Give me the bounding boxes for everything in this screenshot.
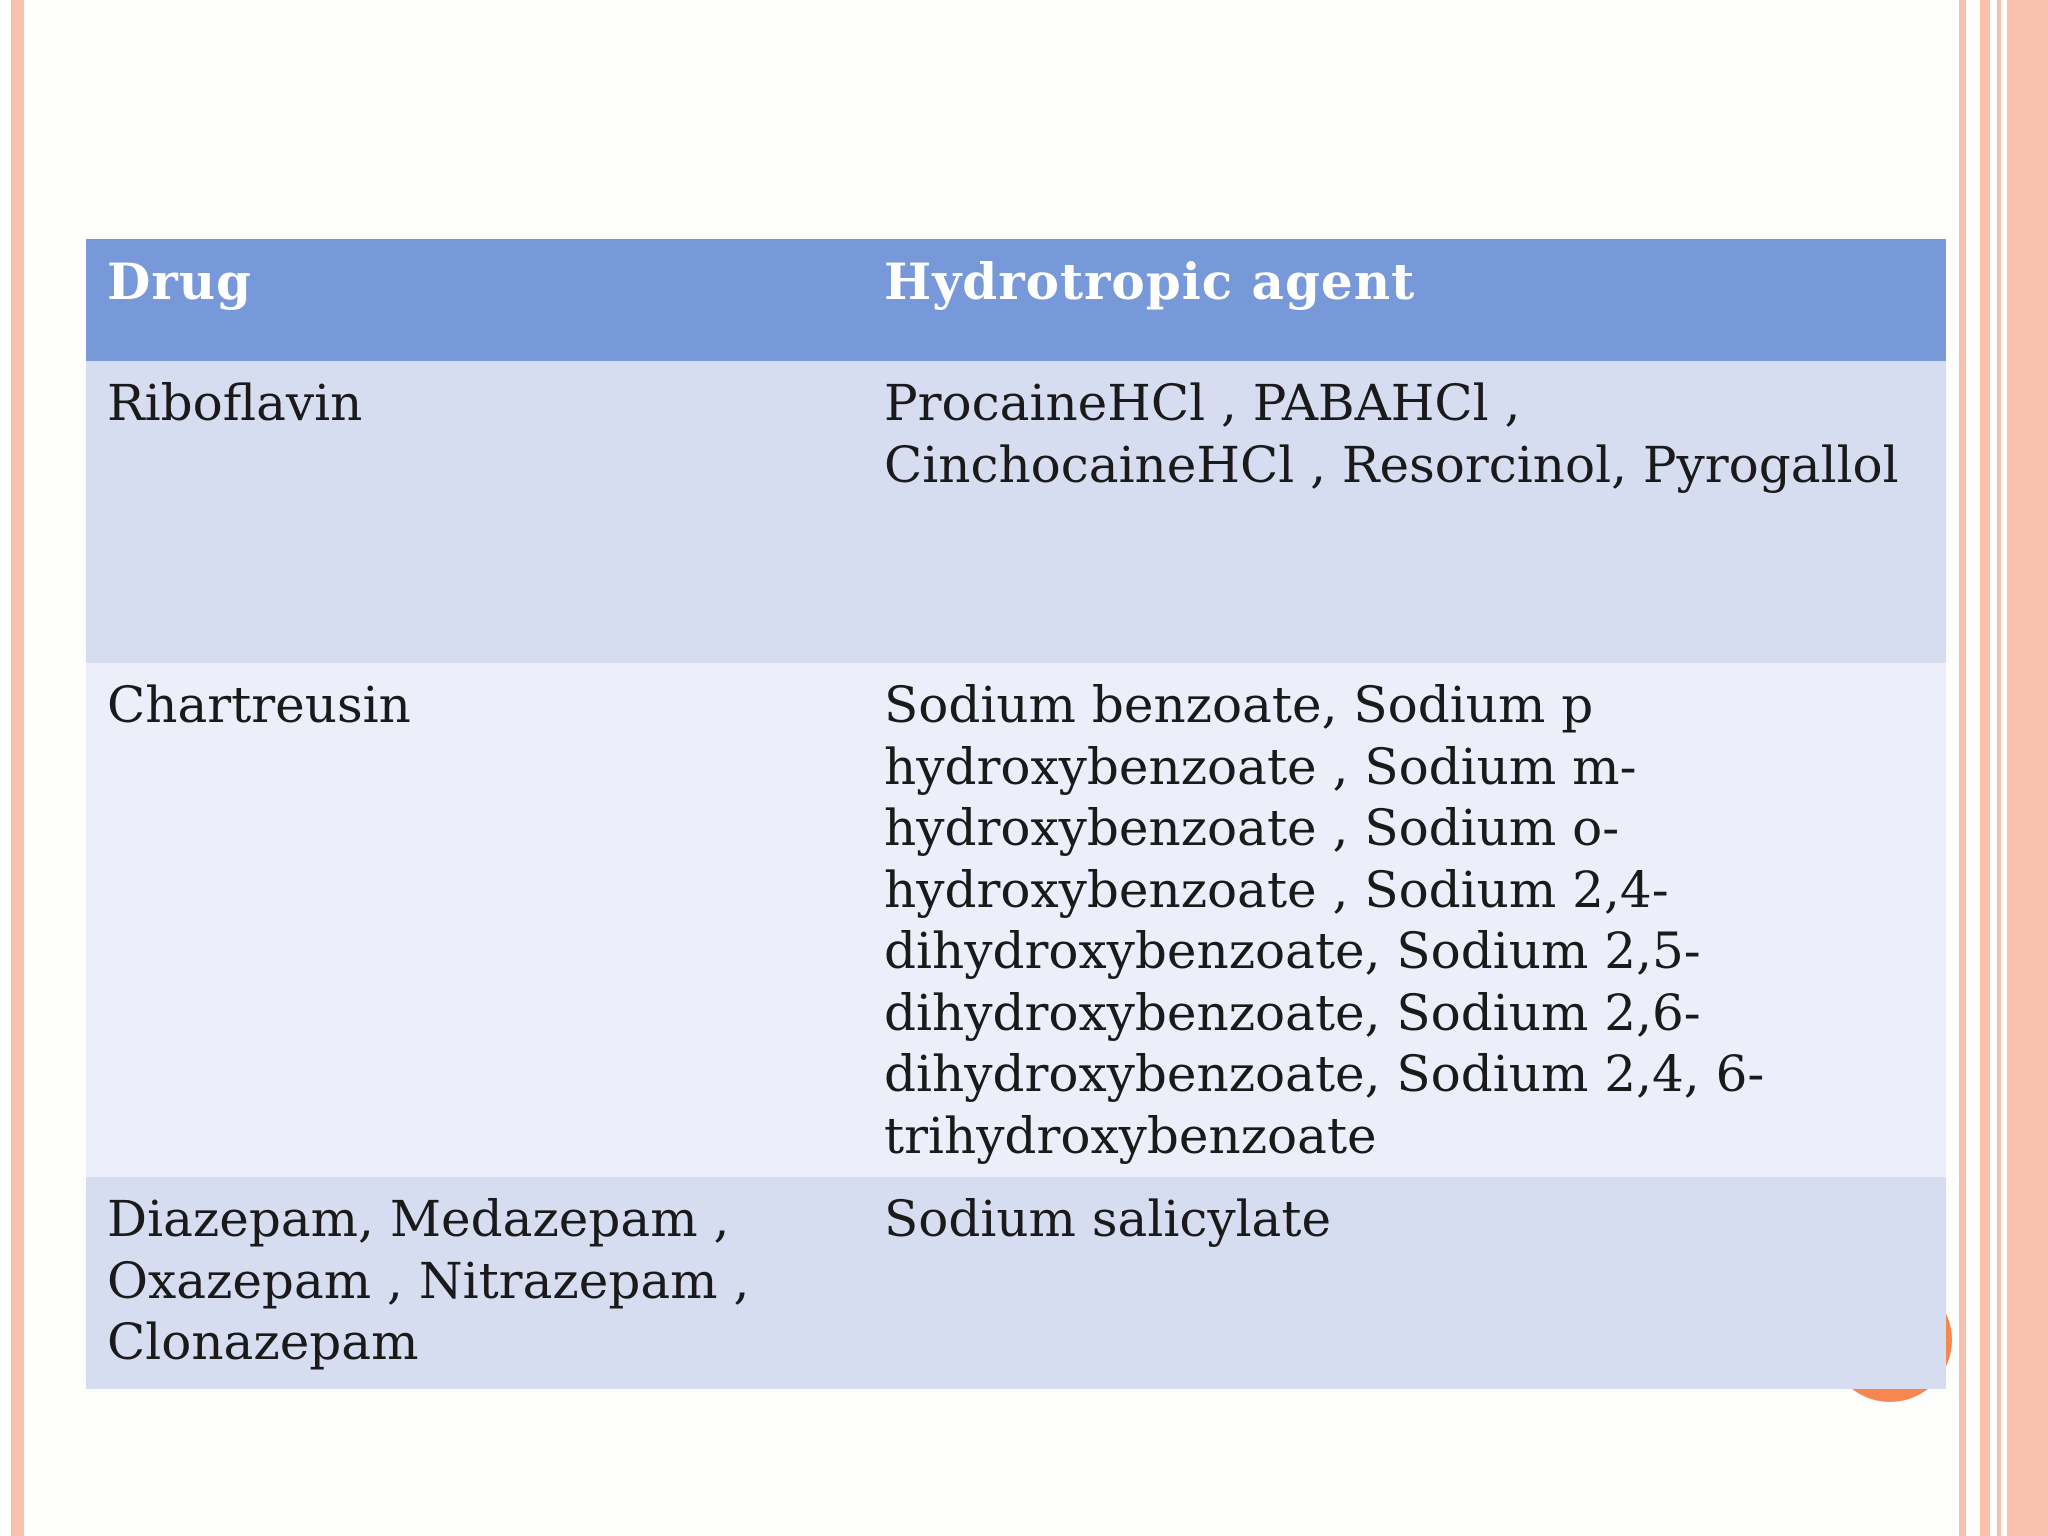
- left-border-stripe: [11, 0, 24, 1536]
- drug-hydrotropic-table: [86, 239, 1946, 1389]
- drug-cell: Diazepam, Medazepam , Oxazepam , Nitrazepam , Clonazepam: [86, 1177, 863, 1389]
- header-drug: Drug: [86, 239, 863, 361]
- right-border-stripe-2: [1980, 0, 1990, 1536]
- drug-cell: Riboflavin: [86, 361, 863, 663]
- right-border-stripe-4: [2007, 0, 2048, 1536]
- agent-cell: Sodium benzoate, Sodium p hydroxybenzoate , Sodium m-hydroxybenzoate , Sodium o-hydroxybenzoate , Sodium 2,4-dihydroxybenzoate, Sodium 2,5-dihydroxybenzoate, Sodium 2,6-dihydroxybenzoate, Sodium 2,4, 6-trihydroxybenzoate: [863, 663, 1946, 1177]
- table-row: [86, 1177, 1946, 1389]
- header-hydrotropic-agent: Hydrotropic agent: [863, 239, 1946, 361]
- drug-cell: Chartreusin: [86, 663, 863, 1177]
- agent-cell: Sodium salicylate: [863, 1177, 1946, 1389]
- table-header-row: [86, 239, 1946, 361]
- right-border-stripe-1: [1959, 0, 1966, 1536]
- agent-cell: ProcaineHCl , PABAHCl , CinchocaineHCl , Resorcinol, Pyrogallol: [863, 361, 1946, 663]
- table-row: [86, 361, 1946, 663]
- table-row: [86, 663, 1946, 1177]
- right-border-stripe-3: [1997, 0, 2001, 1536]
